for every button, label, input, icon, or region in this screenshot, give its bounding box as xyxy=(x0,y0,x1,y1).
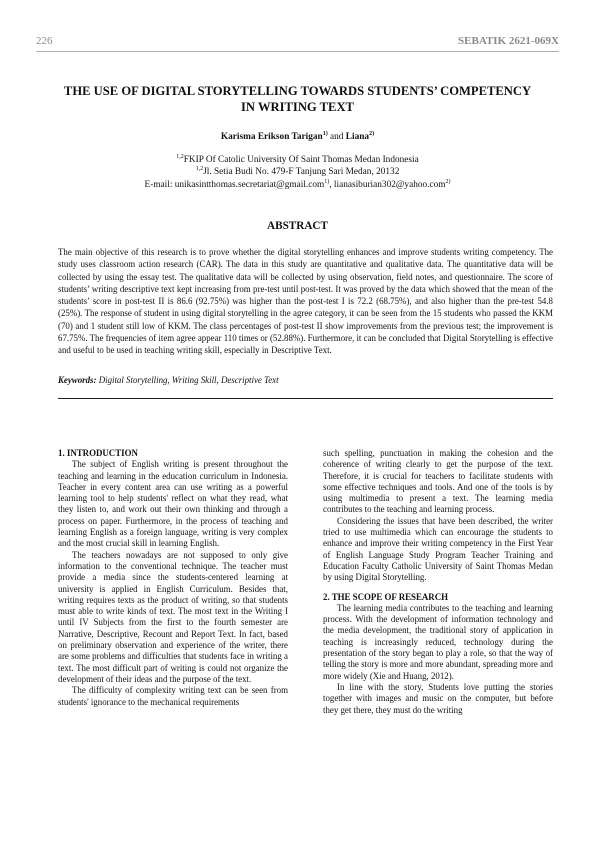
scope-paragraph-1: The learning media contributes to the teaching and learning process. With the development of information technology and the media development, the traditional story of application in teaching is increasingly reduced, technology during the presentation of the story began to play a role, so that the way of telling the story is more and more abundant, spreading more and more widely (Xie and Huang, 2012). xyxy=(323,602,553,681)
email-2: , lianasiburian302@yahoo.com xyxy=(329,179,446,190)
abstract-heading: ABSTRACT xyxy=(267,220,328,232)
right-paragraph-1: such spelling, punctuation in making the cohesion and the coherence of writing clearly to get the purpose of the text. Therefore, it is crucial for teachers to facilitate students with some effective techniques and tools. And one of the tools is by using multimedia to present a text. The learning media contributes to the teaching and learning process. xyxy=(323,448,553,515)
running-header xyxy=(36,35,559,47)
email-2-sup: 2) xyxy=(445,178,451,185)
affil-2-text: Jl. Setia Budi No. 479-F Tanjung Sari Medan, 20132 xyxy=(203,167,400,178)
abstract-body: The main objective of this research is to prove whether the digital storytelling enhances and improve students writing competency. The study uses classroom action research (CAR). The data in this study are quantitative and qualitative data. The quantitative data will be collected by using the essay test. The qualitative data will be collected by using observation, field notes, and questionnaire. The score of students’ writing descriptive text kept increasing from pre-test until post-test. It was proved by the data which showed that the mean of the students’ score in post-test II is 86.6 (92.75%) was higher than the post-test I is 72.2 (68.75%), and also higher than the pre-test 54.8 (25%). The response of student in using digital storytelling in the agree category, it can be seen from the 15 students who passed the KKM (70) and 1 student still low of KKM. The class percentages of post-test II show improvements from the previous test; the improvement is 67.75%. The frequencies of item agree appear 110 times or (52.88%). Furthermore, it can be concluded that Digital Storytelling is effective and useful to be used in teaching writing skill, especially in Descriptive Text. xyxy=(58,247,553,356)
header-divider xyxy=(36,51,559,52)
author-2: Liana xyxy=(345,132,370,142)
affil-1-sup: 1,2 xyxy=(176,153,184,160)
email-1-sup: 1) xyxy=(324,178,330,185)
scope-paragraph-2: In line with the story, Students love putting the stories together with images and music on the computer, but before they get there, they must do the writing xyxy=(323,681,553,715)
email-1: E-mail: unikasintthomas.secretariat@gmail.com xyxy=(144,179,325,190)
author-conjunction: and xyxy=(330,132,344,142)
page-number: 226 xyxy=(36,35,53,47)
author-2-sup: 2) xyxy=(369,130,375,137)
introduction-heading: 1. INTRODUCTION xyxy=(58,448,138,458)
intro-paragraph-1: The subject of English writing is present throughout the teaching and learning in the education curriculum in Indonesia. Teacher in every content area can use writing as a powerful learning tool to help students' reflect on what they read, what they listen to, and work out their own thinking and through a process on paper. Furthermore, in the process of teaching and learning English as a foreign language, writing is very complex and the most crucial skill in learning English. xyxy=(58,459,288,549)
keywords-line xyxy=(58,375,553,385)
scope-heading: 2. THE SCOPE OF RESEARCH xyxy=(323,591,449,602)
right-column xyxy=(323,448,553,716)
email-line xyxy=(0,179,595,191)
right-paragraph-2: Considering the issues that have been described, the writer tried to use multimedia which can encourage the students to enhance and improve their writing competency in the First Year of English Language Study Program Teacher Training and Education Faculty Catholic University of Saint Thomas Medan by using Digital Storytelling. xyxy=(323,515,553,583)
affiliation-line-2 xyxy=(0,166,595,178)
affiliation-line-1 xyxy=(0,154,595,166)
journal-id: SEBATIK 2621-069X xyxy=(458,35,559,47)
affiliation-block xyxy=(0,154,595,191)
affil-2-sup: 1,2 xyxy=(195,166,204,173)
keywords-label: Keywords: xyxy=(58,375,97,385)
left-column xyxy=(58,448,288,708)
author-1: Karisma Erikson Tarigan xyxy=(220,132,323,142)
paper-title: THE USE OF DIGITAL STORYTELLING TOWARDS STUDENTS’ COMPETENCY IN WRITING TEXT xyxy=(63,84,532,114)
intro-paragraph-2: The teachers nowadays are not supposed to only give information to the conventional technique. The teacher must provide a media since the students-centered learning at university is applied in English Curriculum. Besides that, writing requires texts as the product of writing, so that students must able to write kinds of text. The most text in the Writing I until IV Subjects from the first to the fourth semester are Narrative, Descriptive, Recount and Report Text. In fact, based on preliminary observation and experience of the writer, there are some problems and difficulties that students face in writing a text. The most difficult part of writing is could not organize the development of their ideas and the purpose of the text. xyxy=(58,549,288,684)
affil-1-text: FKIP Of Catolic University Of Saint Thomas Medan Indonesia xyxy=(183,155,419,165)
abstract-divider xyxy=(58,398,553,399)
intro-paragraph-3: The difficulty of complexity writing text can be seen from students' ignorance to the mechanical requirements xyxy=(58,685,288,707)
author-1-sup: 1) xyxy=(322,130,328,137)
author-line xyxy=(0,132,595,142)
keywords-text: Digital Storytelling, Writing Skill, Descriptive Text xyxy=(98,375,279,385)
